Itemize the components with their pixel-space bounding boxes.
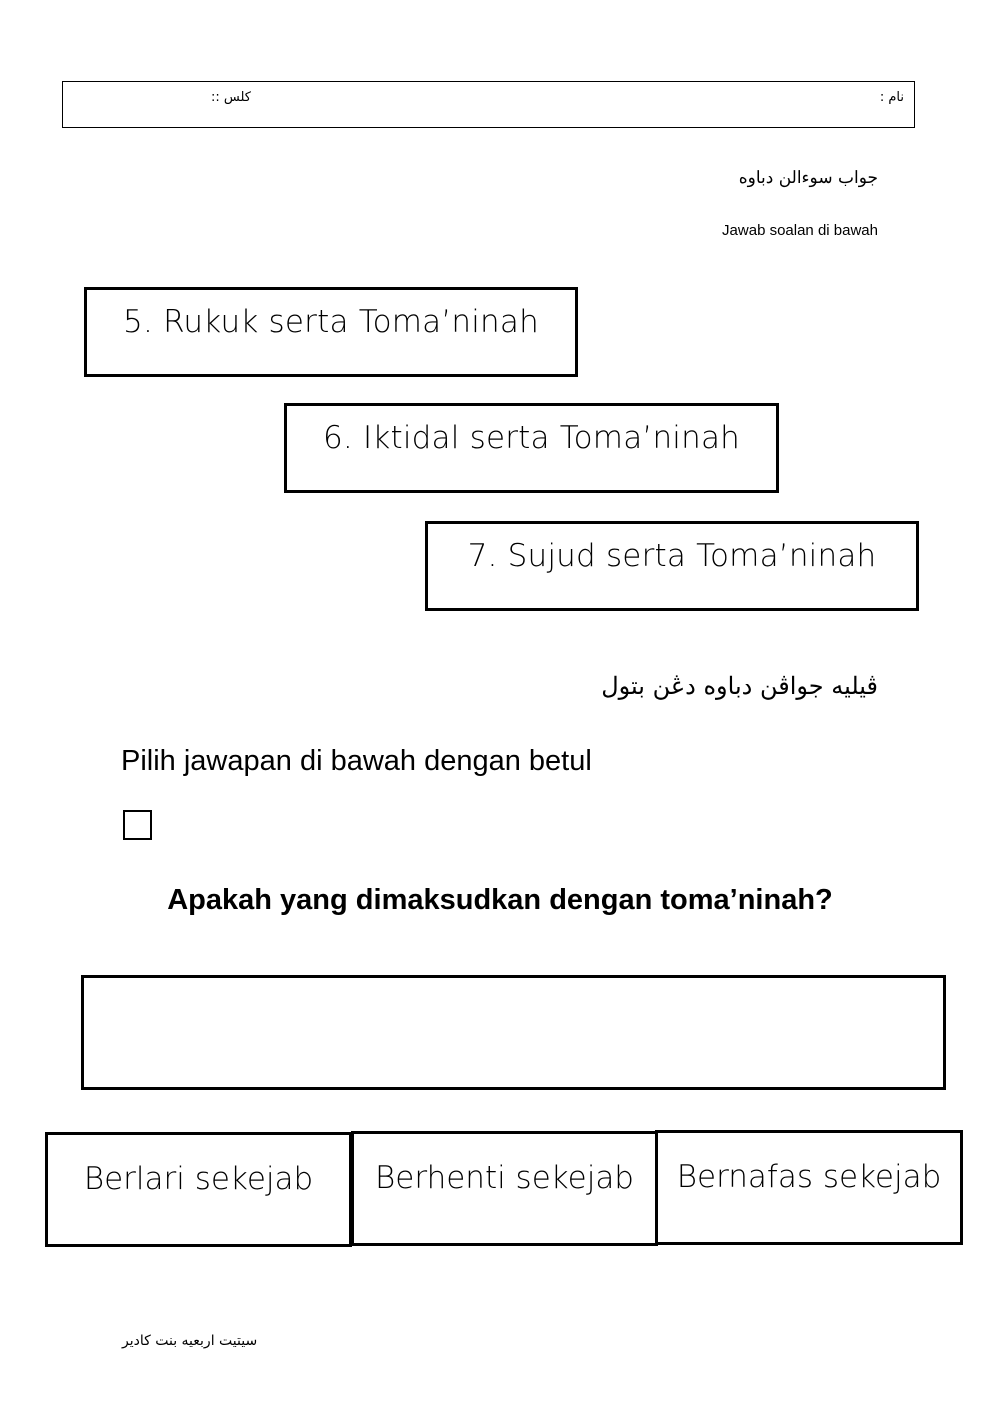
student-info-box bbox=[62, 81, 915, 128]
choose-instruction-jawi: ڤيليه جواڤن دباوه دڠن بتول bbox=[601, 672, 878, 700]
name-label: نام : bbox=[879, 90, 904, 105]
question-text: Apakah yang dimaksudkan dengan toma’ninah? bbox=[167, 884, 833, 916]
option-bernafas[interactable]: Bernafas sekejab bbox=[655, 1130, 963, 1245]
instruction-jawi: جواب سوءالن دباوه bbox=[738, 168, 878, 188]
step-card-6[interactable]: 6. Iktidal serta Toma’ninah bbox=[284, 403, 779, 493]
option-berlari[interactable]: Berlari sekejab bbox=[45, 1132, 352, 1247]
author-name: سيتيت اربعيه بنت كادير bbox=[122, 1333, 258, 1349]
answer-checkbox[interactable] bbox=[123, 810, 152, 840]
choose-instruction-rumi: Pilih jawapan di bawah dengan betul bbox=[121, 745, 592, 777]
instruction-rumi: Jawab soalan di bawah bbox=[722, 222, 878, 239]
class-label: كلس :: bbox=[211, 90, 251, 105]
option-berhenti[interactable]: Berhenti sekejab bbox=[351, 1131, 658, 1246]
answer-drop-zone[interactable] bbox=[81, 975, 946, 1090]
step-card-5[interactable]: 5. Rukuk serta Toma’ninah bbox=[84, 287, 578, 377]
step-card-7[interactable]: 7. Sujud serta Toma’ninah bbox=[425, 521, 919, 611]
